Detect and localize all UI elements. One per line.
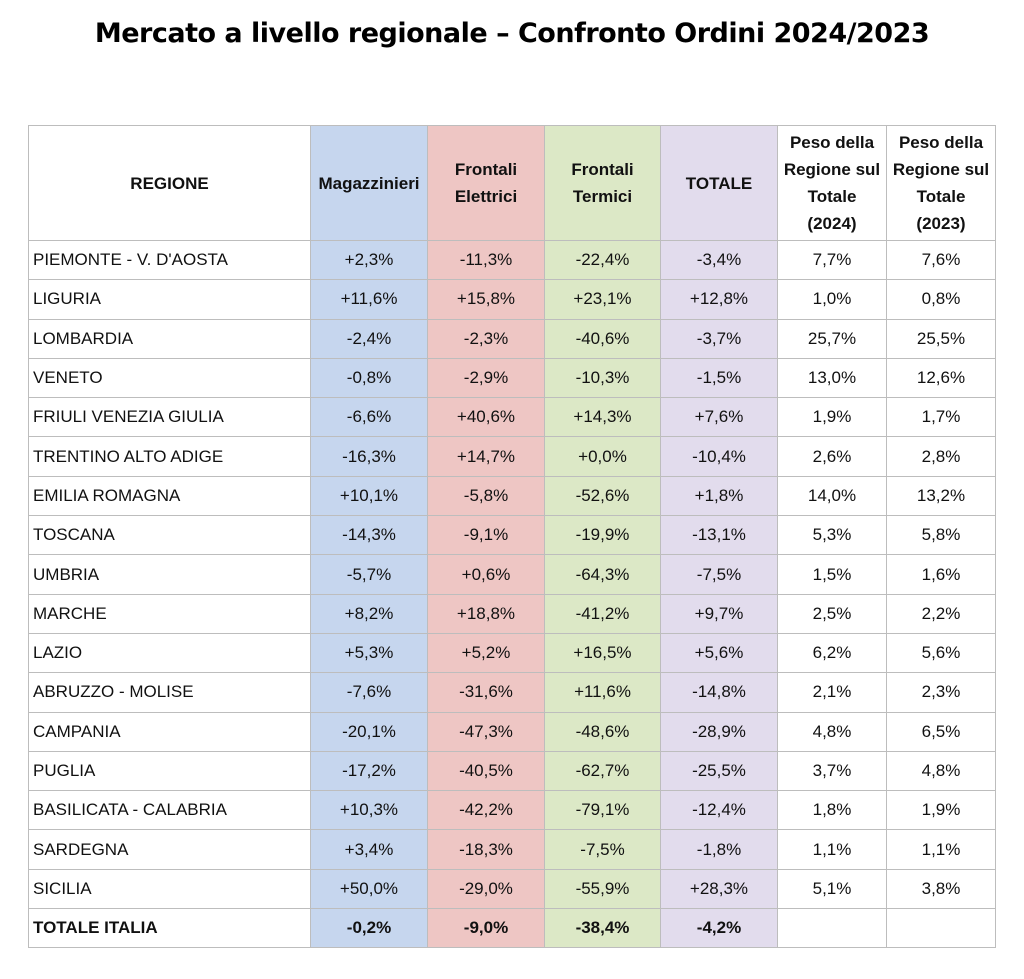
table-row	[29, 476, 996, 515]
cell-totale: +1,8%	[661, 476, 778, 515]
cell-peso-2024: 2,5%	[778, 594, 887, 633]
cell-regione: VENETO	[29, 358, 311, 397]
cell-regione: SARDEGNA	[29, 830, 311, 869]
header-regione	[29, 126, 311, 241]
cell-regione: TRENTINO ALTO ADIGE	[29, 437, 311, 476]
cell-regione: CAMPANIA	[29, 712, 311, 751]
table-row	[29, 673, 996, 712]
header-regione-label: REGIONE	[130, 173, 209, 193]
cell-regione: BASILICATA - CALABRIA	[29, 791, 311, 830]
table-row	[29, 241, 996, 280]
cell-frontali-termici: +14,3%	[545, 398, 661, 437]
cell-magazzinieri: -5,7%	[311, 555, 428, 594]
cell-totale: -28,9%	[661, 712, 778, 751]
header-peso-2023	[887, 126, 996, 241]
cell-magazzinieri: +50,0%	[311, 869, 428, 908]
cell-frontali-elettrici: +5,2%	[428, 633, 545, 672]
cell-totale: +12,8%	[661, 280, 778, 319]
cell-peso-2023: 4,8%	[887, 751, 996, 790]
cell-peso-2023: 7,6%	[887, 241, 996, 280]
cell-frontali-elettrici: +0,6%	[428, 555, 545, 594]
cell-totale: -1,5%	[661, 358, 778, 397]
cell-peso-2024: 5,3%	[778, 516, 887, 555]
cell-frontali-termici: +23,1%	[545, 280, 661, 319]
cell-frontali-termici: -48,6%	[545, 712, 661, 751]
cell-frontali-termici: -55,9%	[545, 869, 661, 908]
header-peso-2024-line3: Totale	[807, 187, 857, 206]
cell-magazzinieri: -20,1%	[311, 712, 428, 751]
cell-peso-2023: 1,1%	[887, 830, 996, 869]
table-row	[29, 555, 996, 594]
cell-peso-2023: 1,6%	[887, 555, 996, 594]
header-totale-label: TOTALE	[685, 173, 753, 193]
total-cell-peso-2024	[778, 909, 887, 948]
cell-frontali-termici: -10,3%	[545, 358, 661, 397]
cell-peso-2024: 4,8%	[778, 712, 887, 751]
cell-frontali-elettrici: -9,1%	[428, 516, 545, 555]
cell-magazzinieri: +10,3%	[311, 791, 428, 830]
cell-magazzinieri: -0,8%	[311, 358, 428, 397]
header-peso-2023-line3: Totale	[916, 187, 966, 206]
cell-totale: -14,8%	[661, 673, 778, 712]
cell-regione: TOSCANA	[29, 516, 311, 555]
cell-regione: LAZIO	[29, 633, 311, 672]
cell-magazzinieri: +3,4%	[311, 830, 428, 869]
cell-magazzinieri: +8,2%	[311, 594, 428, 633]
header-peso-2023-line4: (2023)	[916, 214, 966, 233]
cell-peso-2024: 3,7%	[778, 751, 887, 790]
cell-regione: FRIULI VENEZIA GIULIA	[29, 398, 311, 437]
cell-regione: LIGURIA	[29, 280, 311, 319]
header-peso-2024-line2: Regione sul	[783, 160, 881, 179]
cell-frontali-termici: -41,2%	[545, 594, 661, 633]
header-peso-2023-line1: Peso della	[898, 133, 984, 152]
cell-frontali-elettrici: -29,0%	[428, 869, 545, 908]
cell-frontali-termici: +0,0%	[545, 437, 661, 476]
cell-peso-2023: 5,6%	[887, 633, 996, 672]
header-peso-2024-line1: Peso della	[789, 133, 875, 152]
cell-regione: MARCHE	[29, 594, 311, 633]
cell-frontali-elettrici: -31,6%	[428, 673, 545, 712]
cell-frontali-elettrici: -42,2%	[428, 791, 545, 830]
table-row	[29, 594, 996, 633]
cell-regione: EMILIA ROMAGNA	[29, 476, 311, 515]
header-magazzinieri	[311, 126, 428, 241]
cell-frontali-elettrici: +15,8%	[428, 280, 545, 319]
cell-peso-2023: 2,8%	[887, 437, 996, 476]
cell-totale: -1,8%	[661, 830, 778, 869]
table-body	[29, 241, 996, 948]
cell-magazzinieri: +5,3%	[311, 633, 428, 672]
cell-frontali-elettrici: -40,5%	[428, 751, 545, 790]
page-title: Mercato a livello regionale – Confronto Ordini 2024/2023	[94, 18, 930, 49]
cell-peso-2023: 1,7%	[887, 398, 996, 437]
regional-orders-table	[28, 125, 996, 948]
cell-peso-2023: 12,6%	[887, 358, 996, 397]
cell-totale: -13,1%	[661, 516, 778, 555]
cell-frontali-termici: -19,9%	[545, 516, 661, 555]
header-frontali-elettrici	[428, 126, 545, 241]
header-frontali-elettrici-line1: Frontali	[454, 160, 518, 179]
cell-frontali-elettrici: -47,3%	[428, 712, 545, 751]
table-row	[29, 751, 996, 790]
header-totale	[661, 126, 778, 241]
cell-frontali-elettrici: -2,3%	[428, 319, 545, 358]
header-peso-2024-line4: (2024)	[807, 214, 857, 233]
cell-peso-2023: 13,2%	[887, 476, 996, 515]
cell-peso-2023: 2,2%	[887, 594, 996, 633]
cell-frontali-termici: -22,4%	[545, 241, 661, 280]
table-row	[29, 398, 996, 437]
cell-frontali-termici: -7,5%	[545, 830, 661, 869]
cell-frontali-elettrici: -18,3%	[428, 830, 545, 869]
cell-frontali-termici: +11,6%	[545, 673, 661, 712]
cell-peso-2024: 6,2%	[778, 633, 887, 672]
table-row	[29, 280, 996, 319]
table-row	[29, 791, 996, 830]
cell-totale: -10,4%	[661, 437, 778, 476]
cell-frontali-termici: -64,3%	[545, 555, 661, 594]
total-cell-frontali-termici: -38,4%	[545, 909, 661, 948]
total-cell-frontali-elettrici: -9,0%	[428, 909, 545, 948]
cell-peso-2024: 1,9%	[778, 398, 887, 437]
cell-magazzinieri: +10,1%	[311, 476, 428, 515]
cell-totale: -25,5%	[661, 751, 778, 790]
cell-totale: +9,7%	[661, 594, 778, 633]
cell-totale: +5,6%	[661, 633, 778, 672]
cell-regione: PUGLIA	[29, 751, 311, 790]
cell-peso-2024: 7,7%	[778, 241, 887, 280]
cell-magazzinieri: -2,4%	[311, 319, 428, 358]
total-cell-peso-2023	[887, 909, 996, 948]
table-row	[29, 437, 996, 476]
cell-frontali-termici: -40,6%	[545, 319, 661, 358]
cell-peso-2024: 1,0%	[778, 280, 887, 319]
total-cell-totale: -4,2%	[661, 909, 778, 948]
cell-magazzinieri: -14,3%	[311, 516, 428, 555]
cell-peso-2024: 14,0%	[778, 476, 887, 515]
cell-magazzinieri: -6,6%	[311, 398, 428, 437]
cell-peso-2023: 25,5%	[887, 319, 996, 358]
cell-peso-2024: 25,7%	[778, 319, 887, 358]
cell-peso-2024: 1,8%	[778, 791, 887, 830]
table-row	[29, 516, 996, 555]
cell-peso-2024: 5,1%	[778, 869, 887, 908]
cell-magazzinieri: -7,6%	[311, 673, 428, 712]
cell-frontali-termici: +16,5%	[545, 633, 661, 672]
total-cell-regione: TOTALE ITALIA	[29, 909, 311, 948]
cell-frontali-elettrici: +14,7%	[428, 437, 545, 476]
cell-magazzinieri: +2,3%	[311, 241, 428, 280]
cell-peso-2024: 2,1%	[778, 673, 887, 712]
header-magazzinieri-label: Magazzinieri	[318, 173, 420, 193]
cell-totale: -3,4%	[661, 241, 778, 280]
cell-peso-2023: 6,5%	[887, 712, 996, 751]
cell-totale: -7,5%	[661, 555, 778, 594]
cell-regione: ABRUZZO - MOLISE	[29, 673, 311, 712]
cell-peso-2024: 1,1%	[778, 830, 887, 869]
cell-totale: +7,6%	[661, 398, 778, 437]
cell-frontali-termici: -79,1%	[545, 791, 661, 830]
header-peso-2023-line2: Regione sul	[892, 160, 990, 179]
table-row	[29, 712, 996, 751]
cell-peso-2024: 2,6%	[778, 437, 887, 476]
cell-peso-2024: 1,5%	[778, 555, 887, 594]
cell-peso-2023: 3,8%	[887, 869, 996, 908]
header-frontali-termici-line1: Frontali	[571, 160, 634, 179]
cell-peso-2024: 13,0%	[778, 358, 887, 397]
cell-frontali-elettrici: -11,3%	[428, 241, 545, 280]
cell-totale: -12,4%	[661, 791, 778, 830]
cell-peso-2023: 1,9%	[887, 791, 996, 830]
header-row	[29, 126, 996, 241]
cell-magazzinieri: +11,6%	[311, 280, 428, 319]
header-frontali-termici	[545, 126, 661, 241]
table-row	[29, 830, 996, 869]
cell-peso-2023: 0,8%	[887, 280, 996, 319]
cell-regione: LOMBARDIA	[29, 319, 311, 358]
table-row	[29, 633, 996, 672]
cell-frontali-termici: -52,6%	[545, 476, 661, 515]
cell-peso-2023: 5,8%	[887, 516, 996, 555]
table-row	[29, 319, 996, 358]
cell-frontali-elettrici: -5,8%	[428, 476, 545, 515]
table-row	[29, 869, 996, 908]
table-row	[29, 358, 996, 397]
header-frontali-elettrici-line2: Elettrici	[454, 187, 518, 206]
cell-regione: UMBRIA	[29, 555, 311, 594]
cell-frontali-termici: -62,7%	[545, 751, 661, 790]
cell-totale: +28,3%	[661, 869, 778, 908]
cell-regione: PIEMONTE - V. D'AOSTA	[29, 241, 311, 280]
header-frontali-termici-line2: Termici	[572, 187, 633, 206]
header-peso-2024	[778, 126, 887, 241]
cell-frontali-elettrici: +40,6%	[428, 398, 545, 437]
total-cell-magazzinieri: -0,2%	[311, 909, 428, 948]
cell-totale: -3,7%	[661, 319, 778, 358]
cell-frontali-elettrici: -2,9%	[428, 358, 545, 397]
cell-frontali-elettrici: +18,8%	[428, 594, 545, 633]
cell-magazzinieri: -16,3%	[311, 437, 428, 476]
total-row	[29, 909, 996, 948]
cell-regione: SICILIA	[29, 869, 311, 908]
cell-magazzinieri: -17,2%	[311, 751, 428, 790]
cell-peso-2023: 2,3%	[887, 673, 996, 712]
